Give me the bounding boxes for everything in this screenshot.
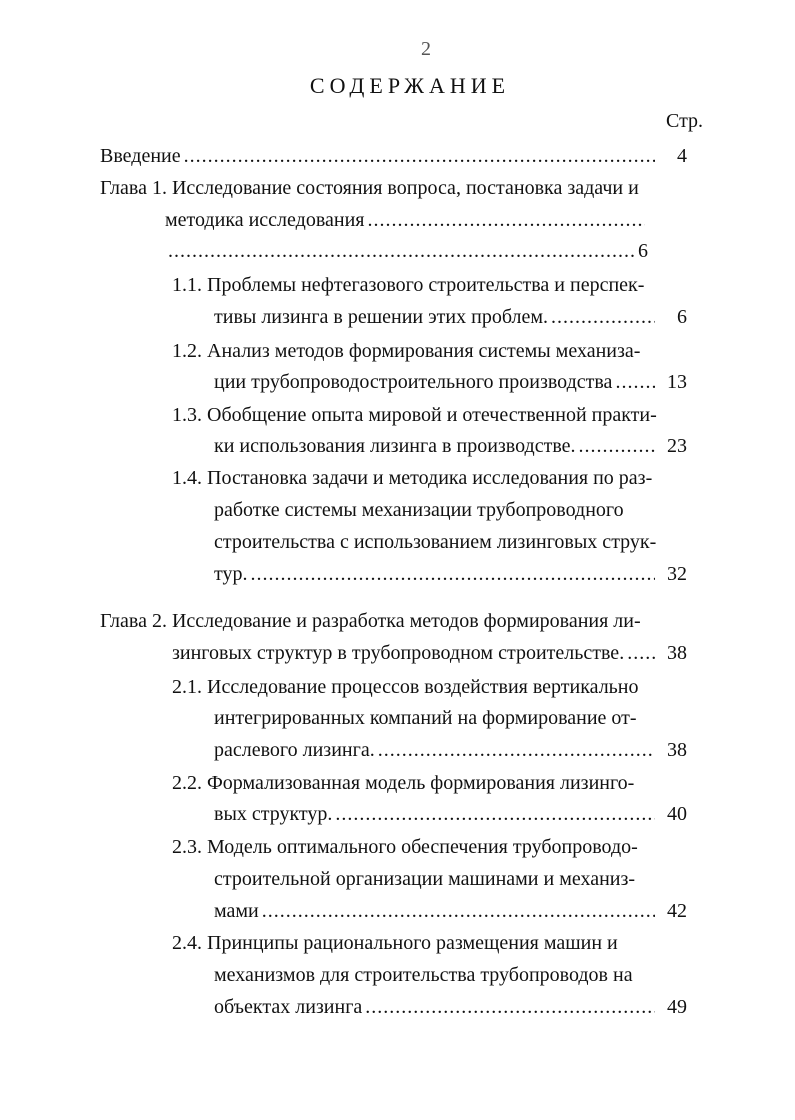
toc-line: 1.1. Проблемы нефтегазового строительства и перспек-: [172, 274, 645, 296]
toc-line: Глава 1. Исследование состояния вопроса, постановка задачи и: [100, 177, 639, 199]
toc-line: работке системы механизации трубопроводного: [214, 499, 624, 521]
toc-page-number: 49: [667, 996, 687, 1018]
toc-line: 2.3. Модель оптимального обеспечения трубопроводо-: [172, 836, 638, 858]
toc-page-number: 13: [667, 371, 687, 393]
toc-page-number: 4: [677, 145, 687, 167]
toc-line: [172, 638, 655, 668]
toc-line: 1.3. Обобщение опыта мировой и отечественной практи-: [172, 404, 657, 426]
toc-line: [165, 205, 645, 235]
toc-line: механизмов для строительства трубопроводов на: [214, 964, 633, 986]
toc-line: 2.4. Принципы рационального размещения машин и: [172, 932, 618, 954]
dot-leader: [184, 141, 655, 171]
toc-line: [100, 141, 655, 171]
dot-leader: [368, 205, 646, 235]
dot-leader: [551, 302, 655, 332]
dot-leader: [365, 992, 655, 1022]
toc-entry-text: зинговых структур в трубопроводном строительстве.: [172, 642, 625, 664]
toc-page-number: 42: [667, 900, 687, 922]
page-column-label: Стр.: [666, 110, 704, 132]
page-number: 2: [421, 38, 431, 60]
toc-entry-text: мами: [214, 900, 259, 922]
toc-entry-text: объектах лизинга: [214, 996, 363, 1018]
dot-leader: [335, 799, 655, 829]
toc-line: 2.1. Исследование процессов воздействия вертикально: [172, 676, 639, 698]
toc-entry-text: Введение: [100, 145, 181, 167]
toc-line: [214, 302, 655, 332]
toc-line: [214, 367, 655, 397]
dot-leader: [579, 431, 655, 461]
dot-leader: [262, 896, 655, 926]
toc-entry-text: раслевого лизинга.: [214, 739, 375, 761]
toc-entry-text: ки использования лизинга в производстве.: [214, 435, 576, 457]
toc-line: строительства с использованием лизинговых струк-: [214, 531, 657, 553]
toc-line: [214, 896, 655, 926]
toc-entry-text: вых структур.: [214, 803, 333, 825]
toc-line: интегрированных компаний на формирование от-: [214, 707, 637, 729]
toc-entry-text: ции трубопроводостроительного производства: [214, 371, 613, 393]
dot-leader: [250, 559, 655, 589]
toc-line: строительной организации машинами и механиз-: [214, 868, 636, 890]
toc-page-number: 32: [667, 563, 687, 585]
toc-page-number: 6: [677, 306, 687, 328]
toc-line: 2.2. Формализованная модель формирования лизинго-: [172, 772, 635, 794]
toc-heading: СОДЕРЖАНИЕ: [309, 73, 511, 98]
toc-line: Глава 2. Исследование и разработка методов формирования ли-: [100, 610, 641, 632]
toc-line: [214, 992, 655, 1022]
toc-line: [214, 431, 655, 461]
toc-page-number: 38: [667, 642, 687, 664]
toc-page-number: 6: [638, 240, 648, 262]
toc-page-number: 40: [667, 803, 687, 825]
toc-line: [214, 799, 655, 829]
toc-line: 1.2. Анализ методов формирования системы механиза-: [172, 340, 641, 362]
toc-line: [214, 559, 655, 589]
toc-line: 1.4. Постановка задачи и методика исследования по раз-: [172, 467, 653, 489]
dot-leader: [168, 236, 635, 266]
dot-leader: [378, 735, 655, 765]
toc-entry-text: тивы лизинга в решении этих проблем.: [214, 306, 549, 328]
toc-line: [214, 735, 655, 765]
toc-entry-text: тур.: [214, 563, 248, 585]
toc-line: [165, 236, 635, 266]
toc-page-number: 23: [667, 435, 687, 457]
toc-entry-text: методика исследования: [165, 209, 365, 231]
toc-page-number: 38: [667, 739, 687, 761]
